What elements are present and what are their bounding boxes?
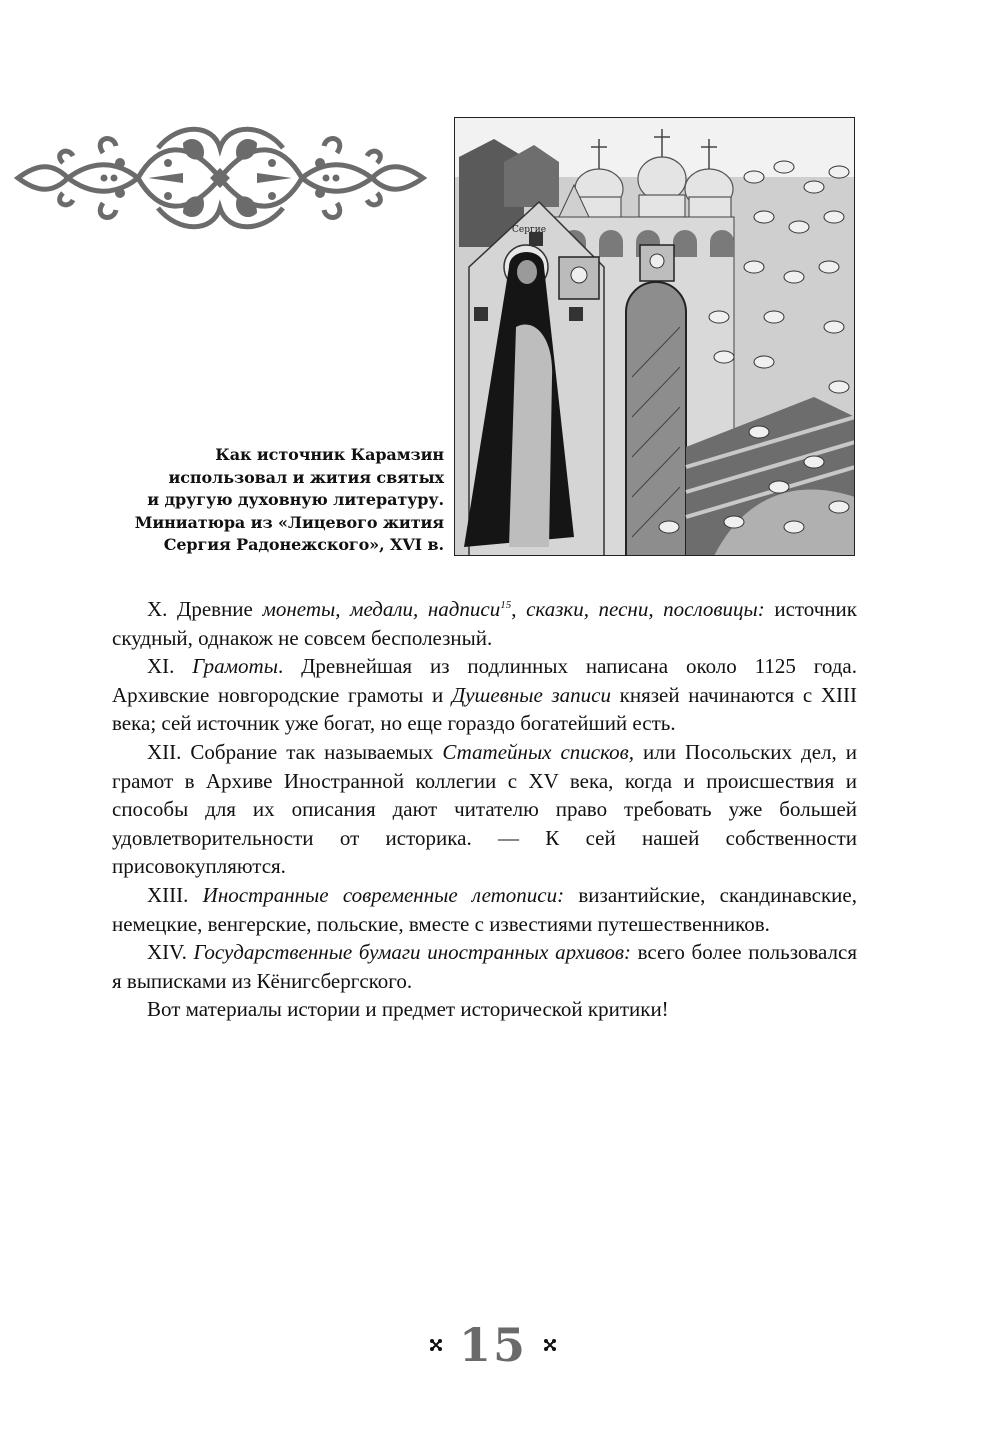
text-segment: византийские, скандинавские, немецкие, венгерские, польские, вместе с известиями путешественников.	[112, 882, 857, 936]
figure-inscription: Сергие	[512, 225, 547, 235]
italic-segment: Государственные бумаги иностранных архивов:	[193, 940, 631, 965]
italic-segment: Иностранные современные летописи:	[202, 882, 565, 907]
miniature-image	[454, 117, 855, 556]
folio-ornament-left-icon	[429, 1338, 443, 1352]
italic-segment: монеты, медали, надписи	[262, 597, 501, 621]
text-segment: князей начинаются с XIII века; сей источник уже богат, но еще гораздо богатейший есть.	[112, 682, 858, 736]
text-segment: . Древнейшая из подлинных написана около 1125 года. Архивские новгородские грамоты и	[112, 654, 857, 707]
text-segment: ,	[511, 597, 527, 621]
page-number: 15	[458, 1318, 527, 1372]
italic-segment: Грамоты	[192, 654, 278, 679]
text-segment: источник скудный, однакож не совсем бесполезный.	[112, 597, 857, 650]
paragraph-xiii	[112, 881, 857, 938]
text-segment: X. Древние	[147, 597, 263, 621]
text-segment: XIII.	[147, 882, 203, 907]
miniature-illustration	[454, 117, 855, 556]
caption-line: Как источник Карамзин	[215, 445, 444, 464]
italic-segment: сказки, песни, пословицы:	[526, 597, 765, 621]
italic-segment: Статейных списков,	[442, 739, 635, 764]
paragraph-xi	[112, 652, 857, 738]
text-segment: или Посольских дел, и грамот в Архиве Иностранной коллегии с XV века, когда и происшествия и способы для их описания дают читателю право требовать уже большей удовлетворительности от историка. — К сей нашей собственности присовокупляются.	[112, 739, 857, 879]
caption-line: использовал и жития святых	[168, 467, 444, 487]
text-segment: XI.	[147, 654, 193, 679]
floral-headpiece-ornament	[8, 118, 433, 236]
caption-line: и другую духовную литературу.	[147, 490, 444, 509]
italic-segment: Душевные записи	[451, 682, 611, 707]
paragraph-conclusion	[112, 995, 857, 1024]
body-text	[112, 595, 857, 1024]
paragraph-xiv	[112, 938, 857, 995]
paragraph-xii	[112, 738, 857, 881]
ornament-icon	[8, 118, 433, 236]
footnote-ref-15[interactable]: 15	[500, 599, 512, 611]
figure-caption	[100, 444, 444, 557]
text-segment: XII. Собрание так называемых	[147, 739, 443, 764]
text-segment: XIV.	[147, 940, 194, 965]
page-number-folio	[0, 1318, 986, 1372]
caption-line: Сергия Радонежского», XVI в.	[163, 535, 444, 554]
caption-line: Миниатюра из «Лицевого жития	[134, 512, 444, 532]
text-segment: всего более пользовался я выписками из Кёнигсбергского.	[112, 940, 857, 993]
text-segment: Вот материалы истории и предмет исторической критики!	[147, 997, 669, 1022]
paragraph-x	[112, 595, 857, 652]
folio-ornament-right-icon	[543, 1338, 557, 1352]
